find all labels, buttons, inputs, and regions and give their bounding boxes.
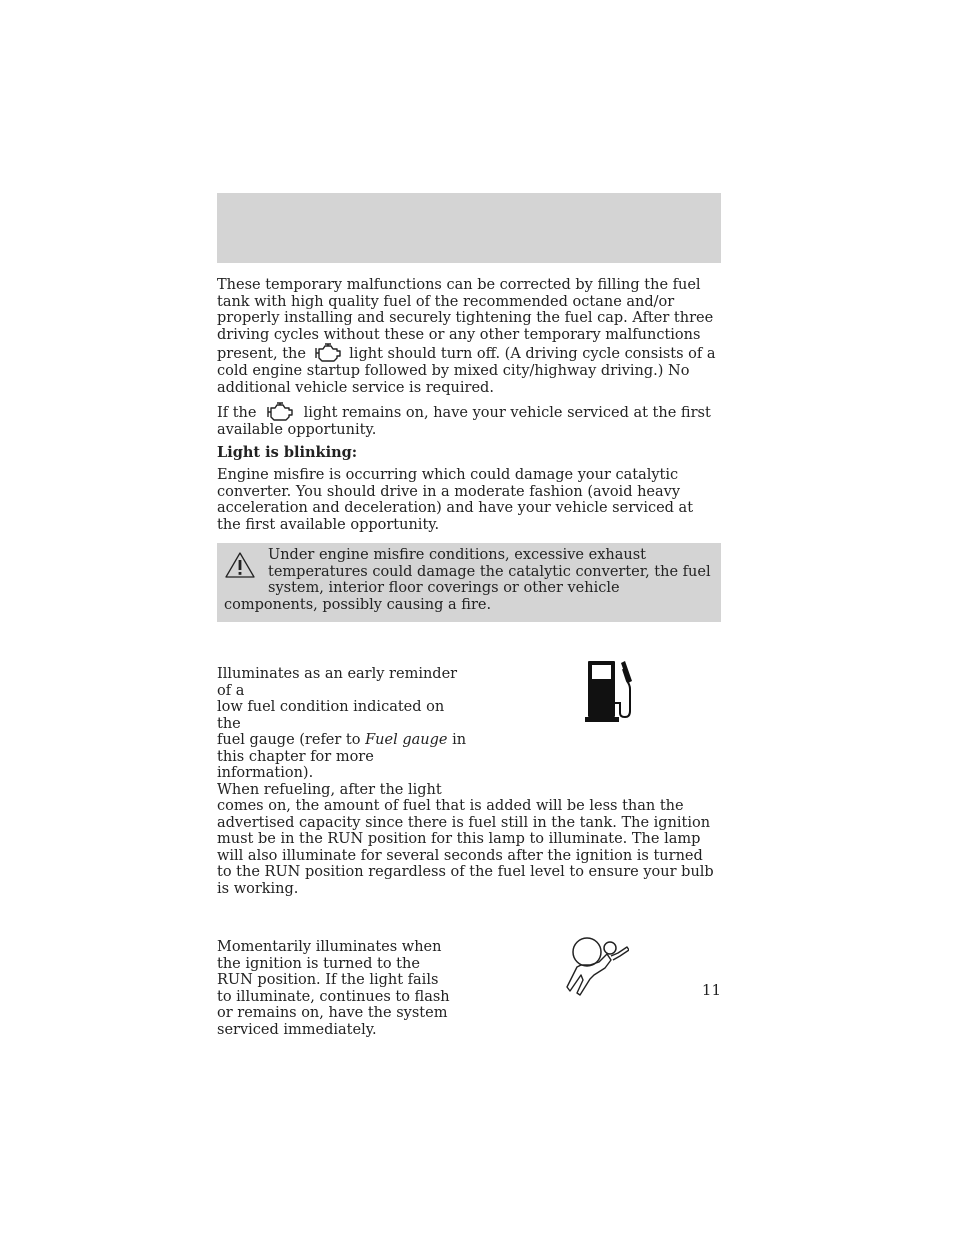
low-fuel-line: low fuel condition indicated on the xyxy=(217,699,445,732)
low-fuel-line: in xyxy=(452,732,467,748)
intro-text-2a: If the xyxy=(217,405,257,421)
intro-paragraph-1 xyxy=(217,277,721,396)
warning-triangle-icon xyxy=(224,551,256,579)
airbag-icon xyxy=(563,935,629,997)
warning-box xyxy=(217,543,721,622)
page-content xyxy=(217,277,721,1038)
intro-text-2b: light remains on, have your vehicle serviced at the first available opportunity. xyxy=(217,405,711,438)
low-fuel-line: this chapter for more information). xyxy=(217,748,374,781)
intro-text-1b: light should turn off. (A driving cycle consists of a cold engine startup followed by mixed city/highway driving.) No additional vehicle service is required. xyxy=(217,346,716,396)
page-number: 11 xyxy=(701,981,721,999)
check-engine-icon xyxy=(313,343,343,363)
fuel-pump-icon xyxy=(585,659,641,725)
airbag-section xyxy=(217,939,721,1038)
low-fuel-lead xyxy=(217,666,472,798)
warning-text: Under engine misfire conditions, excessive exhaust temperatures could damage the catalytic converter, the fuel system, interior floor coverings or other vehicle components, possibly causing a fire. xyxy=(224,547,711,613)
intro-text-1a: These temporary malfunctions can be corrected by filling the fuel tank with high quality fuel of the recommended octane and/or properly installing and securely tightening the fuel cap. After three driving cycles without these or any other temporary malfunctions present, the xyxy=(217,277,714,362)
airbag-text: Momentarily illuminates when the ignition is turned to the RUN position. If the light fails to illuminate, continues to flash or remains on, have the system serviced immediately. xyxy=(217,939,450,1038)
blinking-text: Engine misfire is occurring which could damage your catalytic converter. You should drive in a moderate fashion (avoid heavy acceleration and deceleration) and have your vehicle serviced at the first available opportunity. xyxy=(217,467,694,533)
blinking-heading: Light is blinking: xyxy=(217,443,358,461)
section-header-band xyxy=(217,193,721,263)
low-fuel-line: fuel gauge (refer to xyxy=(217,732,361,748)
intro-paragraph-2 xyxy=(217,402,721,439)
low-fuel-text: comes on, the amount of fuel that is added will be less than the advertised capacity since there is fuel still in the tank. The ignition must be in the RUN position for this lamp to illuminate. The lamp will also illuminate for several seconds after the ignition is turned to the RUN position regardless of the fuel level to ensure your bulb is working. xyxy=(217,798,714,897)
fuel-gauge-reference: Fuel gauge xyxy=(365,732,448,748)
low-fuel-line: When refueling, after the light xyxy=(217,781,442,798)
check-engine-icon xyxy=(263,402,297,422)
low-fuel-line: Illuminates as an early reminder of a xyxy=(217,666,458,699)
low-fuel-section xyxy=(217,666,721,897)
